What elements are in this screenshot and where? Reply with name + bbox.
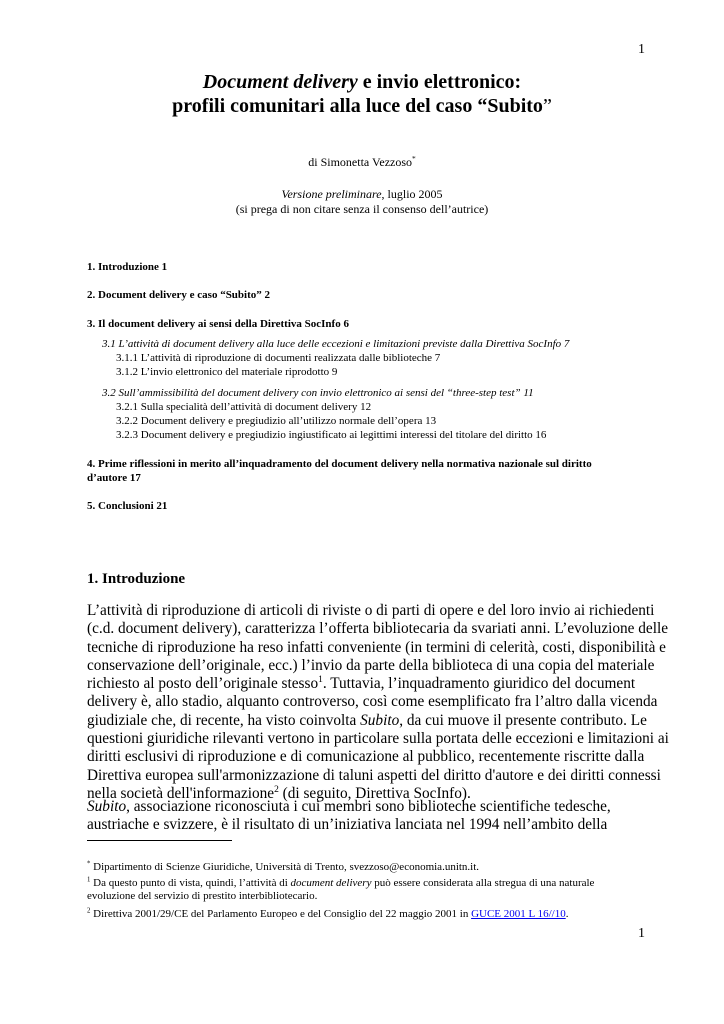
paragraph-line: conservazione dell’originale, ecc.) l’invio da parte della biblioteca di una copia del materiale	[87, 656, 655, 674]
footnote-italic: document delivery	[290, 877, 372, 889]
text: , da cui muove il presente contributo. Le	[399, 711, 647, 729]
toc-entry-4-line1: 4. Prime riflessioni in merito all’inquadramento del document delivery nella normativa nazionale sul diritto	[87, 458, 592, 470]
text: richiesto al posto dell’originale stesso	[87, 675, 319, 693]
version-line	[0, 187, 724, 202]
text: (di seguito, Direttiva SocInfo).	[278, 784, 471, 802]
footnote-separator	[87, 840, 232, 841]
paragraph-line: L’attività di riproduzione di articoli di riviste o di parti di opere e del loro invio ai richiedenti	[87, 602, 655, 619]
toc-entry-3-2-2[interactable]: 3.2.2 Document delivery e pregiudizio all’utilizzo normale dell’opera 13	[116, 415, 437, 427]
footnote-text: Da questo punto di vista, quindi, l’attività di	[90, 877, 291, 889]
footnote-ref-2[interactable]: 2	[274, 784, 279, 795]
version-note: (si prega di non citare senza il consenso dell’autrice)	[235, 202, 489, 216]
version-italic: Versione preliminare	[281, 187, 382, 201]
page-number-top: 1	[638, 42, 645, 57]
toc-entry-4-line2: d’autore 17	[87, 472, 141, 484]
document-title-line1	[0, 70, 724, 94]
paragraph-line	[87, 675, 647, 693]
paragraph-line: (c.d. document delivery), caratterizza l’offerta bibliotecaria da svariati anni. L’evoluzione delle	[87, 620, 669, 638]
toc-entry-3-2[interactable]: 3.2 Sull’ammissibilità del document delivery con invio elettronico ai sensi del “three-step test” 11	[102, 387, 534, 399]
title-line2-text: profili comunitari alla luce del caso “Subito	[172, 95, 543, 117]
title-closing-quote: ”	[542, 95, 552, 117]
footnote-mark: 1	[87, 876, 91, 884]
subito-italic: Subito	[87, 798, 127, 815]
author: di Simonetta Vezzoso	[308, 155, 413, 169]
footnote-ref-1[interactable]: 1	[318, 675, 323, 686]
version-date: , luglio 2005	[381, 187, 443, 201]
toc-entry-4[interactable]	[87, 457, 592, 485]
toc-entry-1[interactable]: 1. Introduzione 1	[87, 261, 168, 273]
byline	[0, 155, 724, 170]
text: . Tuttavia, l’inquadramento giuridico del document	[322, 675, 636, 693]
toc-entry-3[interactable]: 3. Il document delivery ai sensi della Direttiva SocInfo 6	[87, 318, 349, 330]
footnote-text: Dipartimento di Scienze Giuridiche, Università di Trento, svezzoso@economia.unitn.it.	[90, 861, 480, 873]
body-paragraph-1	[87, 602, 669, 803]
body-paragraph-2	[87, 798, 647, 835]
footnote-text: può essere considerata alla stregua di una naturale	[371, 877, 595, 889]
paragraph-line: tecniche di riproduzione ha reso infatti conveniente (in termini di celerità, costi, disponibilità e	[87, 638, 666, 656]
footnote-line	[87, 877, 647, 890]
footnote-mark: *	[87, 860, 91, 868]
author-footnote-mark[interactable]: *	[412, 154, 416, 163]
toc-entry-5[interactable]: 5. Conclusioni 21	[87, 500, 168, 512]
text: , associazione riconosciuta i cui membri sono biblioteche scientifiche tedesche,	[126, 798, 611, 815]
guce-link[interactable]: GUCE 2001 L 16//10	[471, 908, 566, 920]
paragraph-line: diritti esclusivi di riproduzione e di comunicazione al pubblico, recentemente riscritte dalla	[87, 748, 645, 766]
text: giudiziale che, di recente, ha visto coinvolta	[87, 711, 361, 729]
paragraph-line: austriache e svizzere, è il risultato di un’iniziativa lanciata nel 1994 nell’ambito della	[87, 816, 608, 834]
subito-italic: Subito	[360, 711, 400, 729]
title-rest: e invio elettronico:	[357, 71, 522, 93]
paragraph-line	[87, 712, 647, 730]
footnote-text: .	[565, 908, 569, 920]
paragraph-line: Direttiva europea sull'armonizzazione di taluni aspetti del diritto d'autore e dei diritti connessi	[87, 766, 661, 784]
toc-entry-3-1-2[interactable]: 3.1.2 L’invio elettronico del materiale riprodotto 9	[116, 366, 338, 378]
text: nella società dell'informazione	[87, 784, 275, 802]
document-title-line2	[0, 94, 724, 118]
paragraph-line: questioni giuridiche rilevanti vertono in particolare sulla portata delle eccezioni e limitazioni ai	[87, 730, 669, 748]
footnote-star	[87, 861, 647, 874]
page-number-bottom: 1	[638, 926, 645, 941]
footnote-1	[87, 877, 647, 903]
footnote-text: Direttiva 2001/29/CE del Parlamento Europeo e del Consiglio del 22 maggio 2001 in	[90, 908, 472, 920]
toc-entry-3-1[interactable]: 3.1 L’attività di document delivery alla luce delle eccezioni e limitazioni previste dalla Direttiva SocInfo 7	[102, 338, 570, 350]
toc-entry-3-2-3[interactable]: 3.2.3 Document delivery e pregiudizio ingiustificato ai legittimi interessi del titolare del diritto 16	[116, 429, 547, 441]
toc-entry-3-2-1[interactable]: 3.2.1 Sulla specialità dell’attività di document delivery 12	[116, 401, 372, 413]
footnote-2	[87, 908, 647, 921]
section-heading: 1. Introduzione	[87, 571, 186, 587]
footnote-line: evoluzione del servizio di prestito interbibliotecario.	[87, 890, 318, 902]
paragraph-line	[87, 798, 647, 816]
paragraph-line: delivery è, allo stadio, alquanto controverso, così come esemplificato fra l’altro dalla vicenda	[87, 693, 658, 711]
footnote-mark: 2	[87, 907, 91, 915]
toc-entry-2[interactable]: 2. Document delivery e caso “Subito” 2	[87, 289, 271, 301]
toc-entry-3-1-1[interactable]: 3.1.1 L’attività di riproduzione di documenti realizzata dalle biblioteche 7	[116, 352, 441, 364]
title-italic: Document delivery	[202, 71, 358, 93]
